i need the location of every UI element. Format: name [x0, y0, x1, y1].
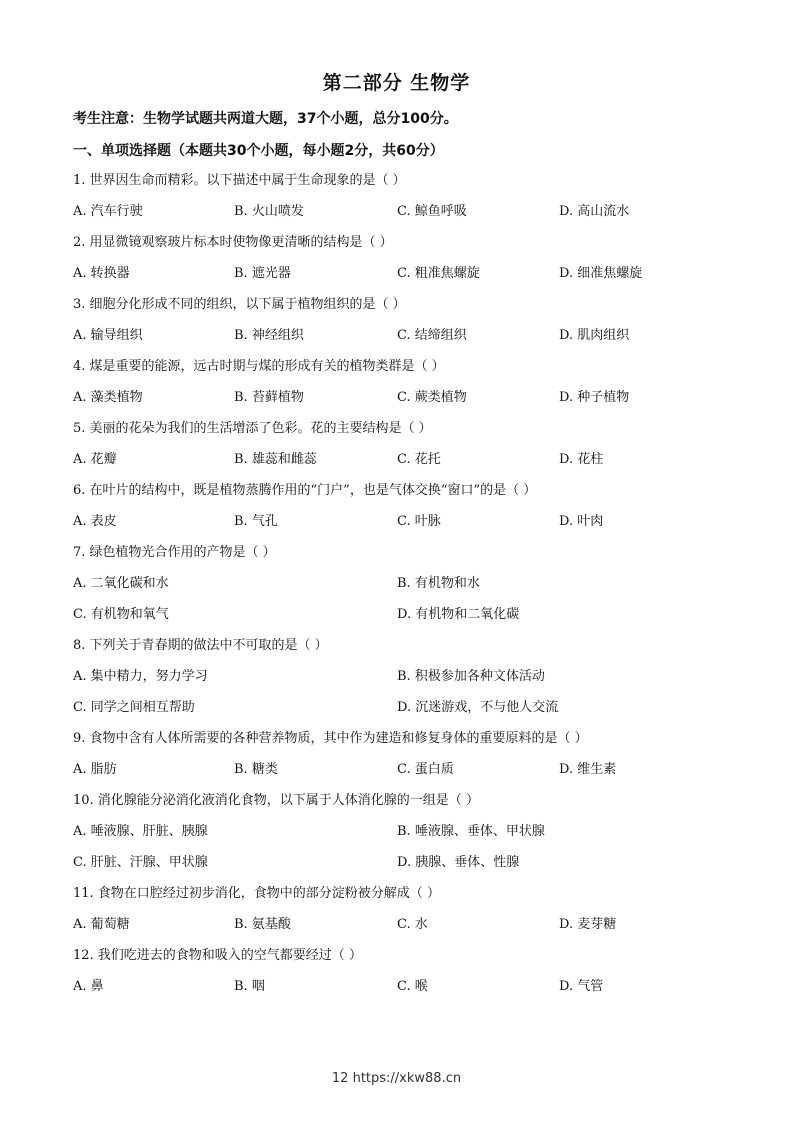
- option-b: B. 雄蕊和雌蕊: [234, 452, 317, 467]
- question-stem: 12. 我们吃进去的食物和吸入的空气都要经过（ ）: [73, 948, 362, 963]
- option-a: A. 集中精力，努力学习: [73, 669, 208, 684]
- question-stem: 3. 细胞分化形成不同的组织，以下属于植物组织的是（ ）: [73, 297, 406, 312]
- option-row: [73, 853, 733, 884]
- question-stem: 6. 在叶片的结构中，既是植物蒸腾作用的“门户”，也是气体交换“窗口”的是（ ）: [73, 483, 537, 498]
- question-stem: 4. 煤是重要的能源，远古时期与煤的形成有关的植物类群是（ ）: [73, 359, 445, 374]
- option-b: B. 积极参加各种文体活动: [397, 669, 545, 684]
- option-row: [73, 760, 733, 791]
- option-c: C. 蛋白质: [397, 762, 454, 777]
- question-12: [73, 946, 733, 1008]
- option-a: A. 表皮: [73, 514, 117, 529]
- question-stem: 1. 世界因生命而精彩。以下描述中属于生命现象的是（ ）: [73, 173, 406, 188]
- option-c: C. 蕨类植物: [397, 390, 467, 405]
- section-heading: 一、单项选择题（本题共30个小题，每小题2分，共60分）: [73, 143, 444, 159]
- question-7: [73, 543, 733, 636]
- option-c: C. 叶脉: [397, 514, 441, 529]
- option-c: C. 粗准焦螺旋: [397, 266, 480, 281]
- option-row: [73, 574, 733, 605]
- option-b: B. 苔藓植物: [234, 390, 304, 405]
- option-d: D. 有机物和二氧化碳: [397, 607, 520, 622]
- option-c: C. 水: [397, 917, 428, 932]
- option-row: [73, 264, 733, 295]
- option-c: C. 鲸鱼呼吸: [397, 204, 467, 219]
- option-a: A. 唾液腺、肝脏、胰腺: [73, 824, 208, 839]
- exam-notice: 考生注意：生物学试题共两道大题，37个小题，总分100分。: [73, 111, 458, 127]
- question-stem: 9. 食物中含有人体所需要的各种营养物质，其中作为建造和修复身体的重要原料的是（ ）: [73, 731, 588, 746]
- option-row: [73, 326, 733, 357]
- question-6: [73, 481, 733, 543]
- option-c: C. 结缔组织: [397, 328, 467, 343]
- question-stem: 10. 消化腺能分泌消化液消化食物，以下属于人体消化腺的一组是（ ）: [73, 793, 479, 808]
- option-row: [73, 605, 733, 636]
- option-row: [73, 202, 733, 233]
- option-c: C. 同学之间相互帮助: [73, 700, 195, 715]
- option-d: D. 高山流水: [559, 204, 630, 219]
- option-b: B. 咽: [234, 979, 265, 994]
- option-d: D. 气管: [559, 979, 604, 994]
- option-b: B. 氨基酸: [234, 917, 291, 932]
- option-d: D. 沉迷游戏，不与他人交流: [397, 700, 559, 715]
- option-b: B. 有机物和水: [397, 576, 480, 591]
- question-2: [73, 233, 733, 295]
- question-10: [73, 791, 733, 884]
- question-list: [73, 171, 733, 1008]
- question-8: [73, 636, 733, 729]
- option-c: C. 花托: [397, 452, 441, 467]
- page-title: 第二部分 生物学: [322, 72, 471, 94]
- option-row: [73, 512, 733, 543]
- option-d: D. 叶肉: [559, 514, 604, 529]
- option-a: A. 葡萄糖: [73, 917, 130, 932]
- question-3: [73, 295, 733, 357]
- option-d: D. 麦芽糖: [559, 917, 617, 932]
- question-4: [73, 357, 733, 419]
- option-row: [73, 822, 733, 853]
- question-stem: 11. 食物在口腔经过初步消化，食物中的部分淀粉被分解成（ ）: [73, 886, 440, 901]
- option-a: A. 转换器: [73, 266, 130, 281]
- option-c: C. 肝脏、汗腺、甲状腺: [73, 855, 208, 870]
- option-a: A. 汽车行驶: [73, 204, 143, 219]
- question-stem: 7. 绿色植物光合作用的产物是（ ）: [73, 545, 276, 560]
- option-d: D. 维生素: [559, 762, 617, 777]
- option-a: A. 二氧化碳和水: [73, 576, 169, 591]
- option-d: D. 胰腺、垂体、性腺: [397, 855, 520, 870]
- option-row: [73, 388, 733, 419]
- option-b: B. 气孔: [234, 514, 278, 529]
- option-a: A. 脂肪: [73, 762, 117, 777]
- option-row: [73, 915, 733, 946]
- option-row: [73, 977, 733, 1008]
- question-stem: 5. 美丽的花朵为我们的生活增添了色彩。花的主要结构是（ ）: [73, 421, 432, 436]
- option-a: A. 花瓣: [73, 452, 117, 467]
- option-row: [73, 698, 733, 729]
- option-a: A. 输导组织: [73, 328, 143, 343]
- option-b: B. 神经组织: [234, 328, 304, 343]
- question-stem: 2. 用显微镜观察玻片标本时使物像更清晰的结构是（ ）: [73, 235, 393, 250]
- option-d: D. 花柱: [559, 452, 604, 467]
- question-5: [73, 419, 733, 481]
- option-d: D. 细准焦螺旋: [559, 266, 643, 281]
- page-footer: 12 https://xkw88.cn: [331, 1071, 462, 1086]
- option-row: [73, 667, 733, 698]
- option-b: B. 唾液腺、垂体、甲状腺: [397, 824, 545, 839]
- option-a: A. 藻类植物: [73, 390, 143, 405]
- option-row: [73, 450, 733, 481]
- option-b: B. 糖类: [234, 762, 278, 777]
- option-d: D. 肌肉组织: [559, 328, 630, 343]
- option-c: C. 有机物和氧气: [73, 607, 169, 622]
- option-d: D. 种子植物: [559, 390, 630, 405]
- question-stem: 8. 下列关于青春期的做法中不可取的是（ ）: [73, 638, 328, 653]
- question-1: [73, 171, 733, 233]
- question-11: [73, 884, 733, 946]
- question-9: [73, 729, 733, 791]
- option-a: A. 鼻: [73, 979, 104, 994]
- option-c: C. 喉: [397, 979, 428, 994]
- option-b: B. 火山喷发: [234, 204, 304, 219]
- option-b: B. 遮光器: [234, 266, 291, 281]
